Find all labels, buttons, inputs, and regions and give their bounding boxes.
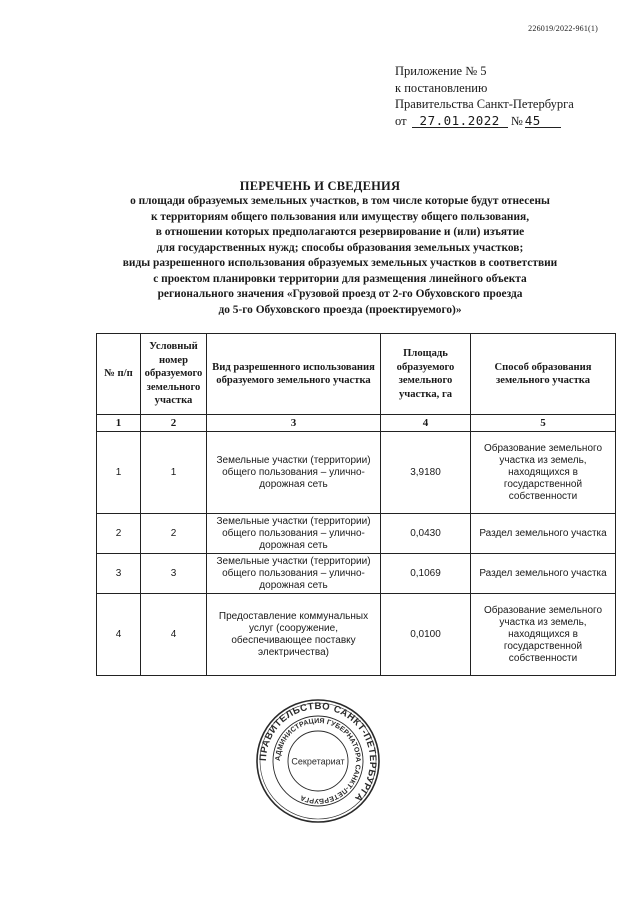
table-cell: 0,0430 <box>381 514 471 554</box>
table-cell: 1 <box>141 432 207 514</box>
subtitle-line: для государственных нужд; способы образования земельных участков; <box>156 241 524 254</box>
resolution-number: 45 <box>525 114 561 128</box>
column-number: 4 <box>381 415 471 432</box>
table-cell: 4 <box>141 594 207 676</box>
document-id: 226019/2022-961(1) <box>528 24 598 33</box>
table-cell: Образование земельного участка из земель, находящихся в государственной собственности <box>471 432 616 514</box>
appendix-line-1: Приложение № 5 <box>395 64 487 78</box>
from-prefix: от <box>395 113 407 128</box>
subtitle-line: регионального значения «Грузовой проезд от 2-го Обуховского проезда <box>157 288 523 300</box>
table-cell: Земельные участки (территории) общего пользования – улично-дорожная сеть <box>207 554 381 594</box>
header-cell: Площадь образуемого земельного участка, га <box>381 334 471 415</box>
seal-center-text: Секретариат <box>291 756 345 767</box>
table-cell: 2 <box>141 514 207 554</box>
seal-inner-text: АДМИНИСТРАЦИЯ ГУБЕРНАТОРА САНКТ-ПЕТЕРБУРГА <box>274 717 362 805</box>
column-number-row <box>97 415 616 432</box>
table-cell: Предоставление коммунальных услуг (сооружение, обеспечивающее поставку электричества) <box>207 594 381 676</box>
header-cell: № п/п <box>97 334 141 415</box>
table-row <box>97 594 616 676</box>
appendix-line-2: к постановлению <box>395 80 488 95</box>
table-cell: Земельные участки (территории) общего пользования – улично-дорожная сеть <box>207 514 381 554</box>
table-cell: Раздел земельного участка <box>471 514 616 554</box>
column-number: 3 <box>207 415 381 432</box>
subtitle-line: о площади образуемых земельных участков, в том числе которые будут отнесены <box>130 195 550 207</box>
appendix-line-4 <box>395 113 574 130</box>
table-cell: 1 <box>97 432 141 514</box>
appendix-line-3: Правительства Санкт-Петербурга <box>395 97 574 111</box>
subtitle-line: к территориям общего пользования или имуществу общего пользования, <box>150 210 530 223</box>
number-prefix: № <box>510 113 523 128</box>
header-cell: Способ образования земельного участка <box>471 334 616 415</box>
column-number: 1 <box>97 415 141 432</box>
header-cell: Вид разрешенного использования образуемого земельного участка <box>207 334 381 415</box>
official-seal <box>255 698 381 824</box>
land-plots-table <box>96 333 616 676</box>
table-row <box>97 514 616 554</box>
document-title: ПЕРЕЧЕНЬ И СВЕДЕНИЯ <box>239 179 401 193</box>
table-header-row <box>97 334 616 415</box>
subtitle-line: до 5-го Обуховского проезда (проектируемого)» <box>218 303 462 316</box>
table-cell: 4 <box>97 594 141 676</box>
resolution-date: 27.01.2022 <box>412 114 508 128</box>
table-cell: 3 <box>97 554 141 594</box>
table-cell: 0,1069 <box>381 554 471 594</box>
table-cell: 3 <box>141 554 207 594</box>
table-cell: 3,9180 <box>381 432 471 514</box>
table-cell: Земельные участки (территории) общего пользования – улично-дорожная сеть <box>207 432 381 514</box>
subtitle-line: с проектом планировки территории для размещения линейного объекта <box>153 272 527 285</box>
table-row <box>97 432 616 514</box>
document-subtitle <box>70 194 610 318</box>
seal-outer-text: ПРАВИТЕЛЬСТВО САНКТ-ПЕТЕРБУРГА <box>257 700 379 804</box>
subtitle-line: в отношении которых предполагаются резервирование и (или) изъятие <box>155 226 525 238</box>
table-cell: Образование земельного участка из земель, находящихся в государственной собственности <box>471 594 616 676</box>
table-row <box>97 554 616 594</box>
header-cell: Условный номер образуемого земельного участка <box>141 334 207 415</box>
subtitle-line: виды разрешенного использования образуемых земельных участков в соответствии <box>122 257 558 269</box>
column-number: 2 <box>141 415 207 432</box>
table-cell: Раздел земельного участка <box>471 554 616 594</box>
column-number: 5 <box>471 415 616 432</box>
appendix-block <box>395 63 574 129</box>
table-cell: 0,0100 <box>381 594 471 676</box>
table-cell: 2 <box>97 514 141 554</box>
